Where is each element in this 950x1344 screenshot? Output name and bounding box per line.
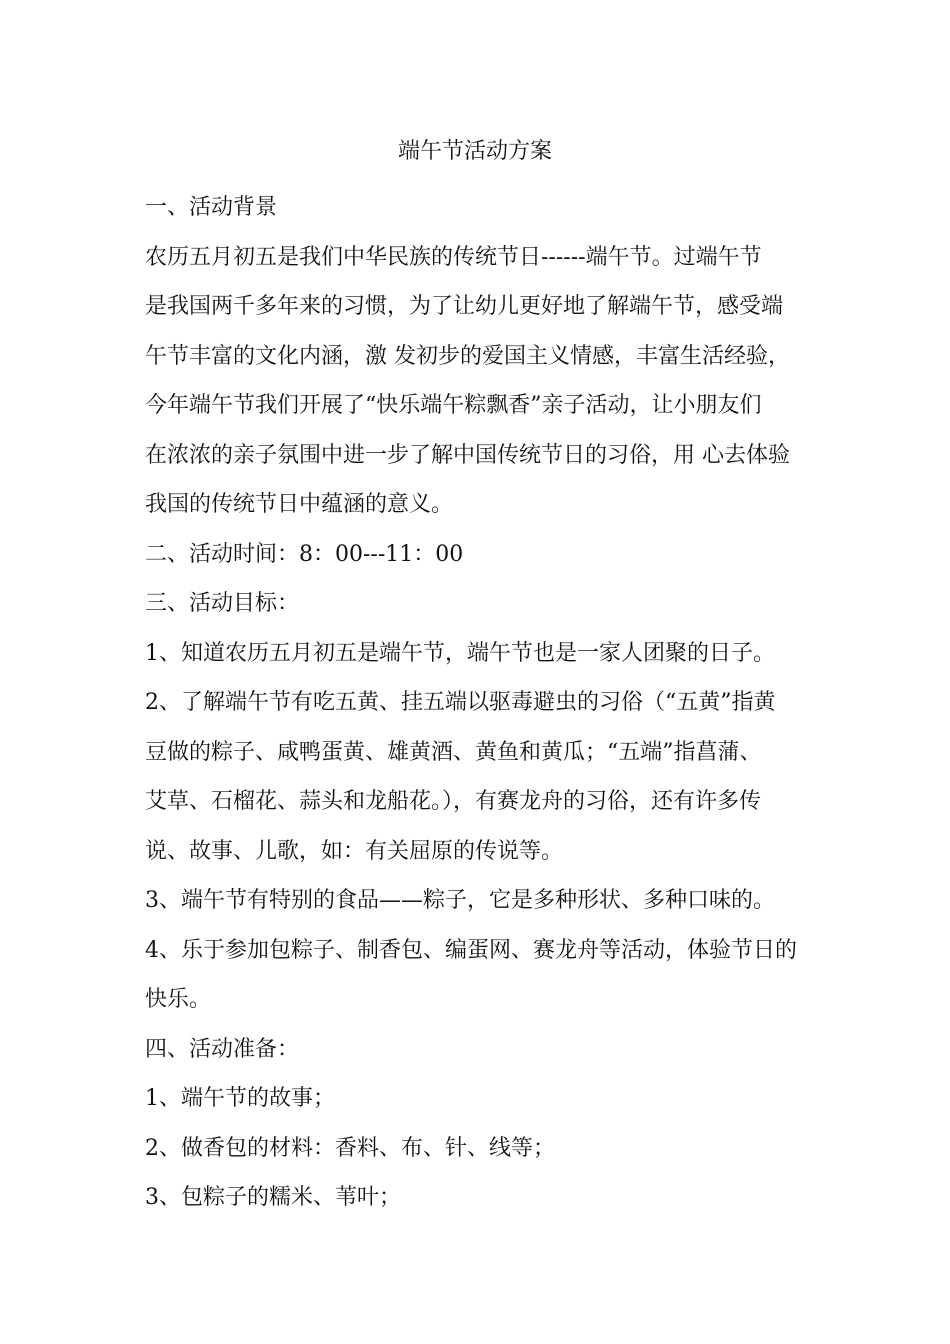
preparation-item-2: 2、做香包的材料：香料、布、针、线等；	[145, 1135, 555, 1161]
paragraph-line: 在浓浓的亲子氛围中进一步了解中国传统节日的习俗，用 心去体验	[145, 442, 790, 468]
goal-item-4-continued: 快乐。	[145, 987, 212, 1012]
goal-item-2: 2、了解端午节有吃五黄、挂五端以驱毒避虫的习俗（“五黄”指黄	[145, 690, 776, 715]
paragraph-line: 农历五月初五是我们中华民族的传统节日------端午节。过端午节	[145, 244, 762, 270]
paragraph-line: 午节丰富的文化内涵，激 发初步的爱国主义情感，丰富生活经验，	[145, 343, 790, 369]
goal-item-3: 3、端午节有特别的食品——粽子，它是多种形状、多种口味的。	[145, 888, 775, 913]
paragraph-line: 今年端午节我们开展了“快乐端午粽飘香”亲子活动，让小朋友们	[145, 393, 762, 418]
goal-item-2-continued: 艾草、石榴花、蒜头和龙船花。），有赛龙舟的习俗，还有许多传	[145, 789, 762, 814]
section-heading-background: 一、活动背景	[145, 195, 278, 220]
document-title: 端午节活动方案	[397, 139, 552, 164]
preparation-item-1: 1、端午节的故事；	[145, 1086, 335, 1111]
goal-item-2-continued: 说、故事、儿歌，如：有关屈原的传说等。	[145, 838, 564, 864]
section-heading-preparation: 四、活动准备：	[145, 1036, 300, 1062]
goal-item-1: 1、知道农历五月初五是端午节，端午节也是一家人团聚的日子。	[145, 640, 775, 666]
section-heading-goals: 三、活动目标：	[145, 591, 300, 616]
document-body	[145, 183, 815, 1223]
preparation-item-3: 3、包粽子的糯米、苇叶；	[145, 1185, 401, 1210]
goal-item-2-continued: 豆做的粽子、咸鸭蛋黄、雄黄酒、黄鱼和黄瓜；“五端”指菖蒲、	[145, 739, 762, 765]
paragraph-line: 我国的传统节日中蕴涵的意义。	[145, 492, 454, 517]
paragraph-line: 是我国两千多年来的习惯，为了让幼儿更好地了解端午节，感受端	[145, 294, 784, 319]
goal-item-4: 4、乐于参加包粽子、制香包、编蛋网、赛龙舟等活动，体验节日的	[145, 937, 797, 963]
section-heading-time: 二、活动时间：8：00---11：00	[145, 541, 464, 567]
